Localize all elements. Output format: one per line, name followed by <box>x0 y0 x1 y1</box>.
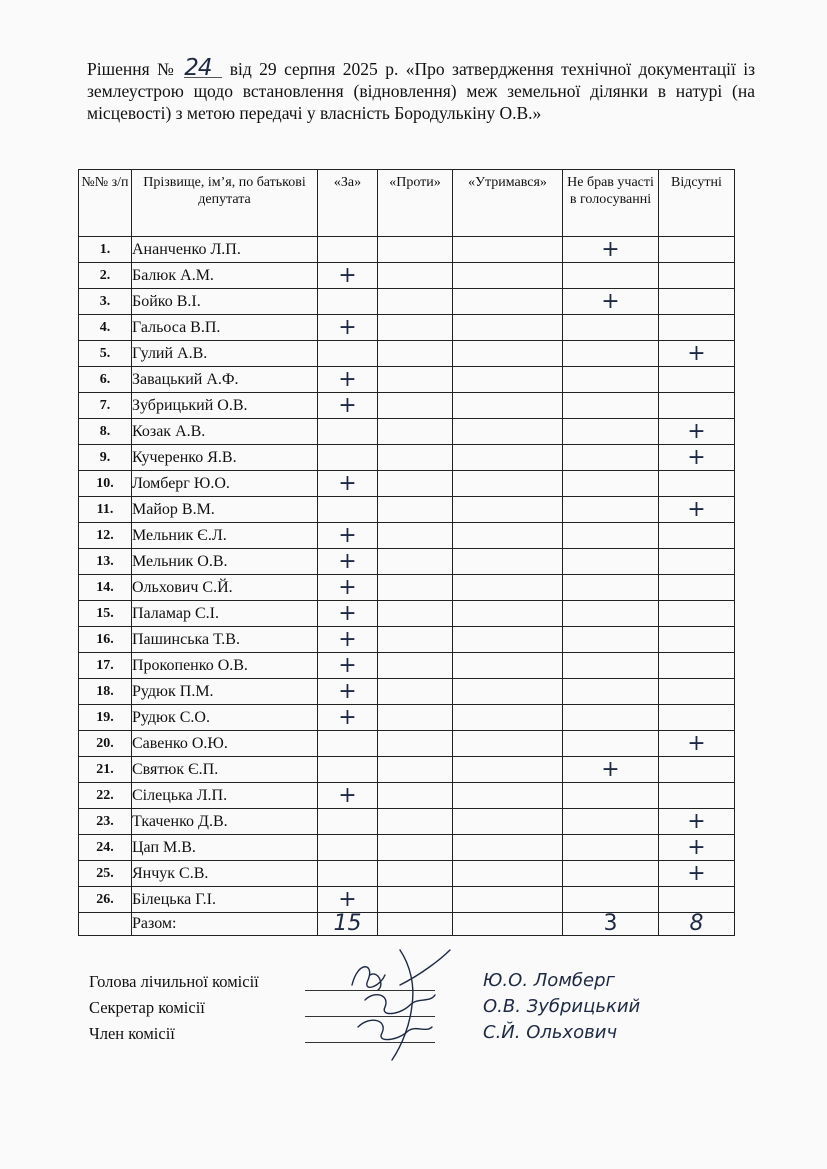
vote-not-voted-cell: + <box>563 237 659 263</box>
vote-not-voted-cell <box>563 887 659 913</box>
table-header-row <box>79 170 735 237</box>
vote-absent-cell <box>659 315 735 341</box>
vote-for-cell <box>318 237 378 263</box>
vote-abstained-cell <box>453 497 563 523</box>
table-row <box>79 289 735 315</box>
vote-not-voted-cell <box>563 445 659 471</box>
header-for: «За» <box>318 170 378 237</box>
signature-name-secretary: О.В. Зубрицький <box>483 996 641 1017</box>
vote-not-voted-cell <box>563 835 659 861</box>
total-abstained <box>453 913 563 936</box>
signature-name-member: С.Й. Ольхович <box>483 1022 618 1043</box>
table-row <box>79 835 735 861</box>
table-row <box>79 575 735 601</box>
vote-against-cell <box>378 887 453 913</box>
vote-abstained-cell <box>453 575 563 601</box>
vote-absent-cell: + <box>659 809 735 835</box>
vote-for-cell <box>318 419 378 445</box>
row-number: 25. <box>79 861 132 887</box>
vote-against-cell <box>378 679 453 705</box>
vote-for-cell <box>318 861 378 887</box>
deputy-name: Сілецька Л.П. <box>132 783 318 809</box>
deputy-name: Прокопенко О.В. <box>132 653 318 679</box>
vote-not-voted-cell <box>563 575 659 601</box>
totals-empty-cell <box>79 913 132 936</box>
table-row <box>79 549 735 575</box>
vote-for-cell <box>318 445 378 471</box>
row-number: 14. <box>79 575 132 601</box>
vote-abstained-cell <box>453 341 563 367</box>
vote-abstained-cell <box>453 393 563 419</box>
vote-absent-cell <box>659 263 735 289</box>
table-row <box>79 887 735 913</box>
vote-against-cell <box>378 705 453 731</box>
vote-abstained-cell <box>453 731 563 757</box>
vote-against-cell <box>378 471 453 497</box>
vote-abstained-cell <box>453 679 563 705</box>
vote-abstained-cell <box>453 445 563 471</box>
vote-not-voted-cell <box>563 419 659 445</box>
vote-absent-cell <box>659 575 735 601</box>
row-number: 12. <box>79 523 132 549</box>
vote-abstained-cell <box>453 549 563 575</box>
table-body <box>79 237 735 913</box>
vote-for-cell: + <box>318 601 378 627</box>
vote-absent-cell <box>659 757 735 783</box>
header-abstained: «Утримався» <box>453 170 563 237</box>
vote-not-voted-cell <box>563 783 659 809</box>
vote-absent-cell <box>659 237 735 263</box>
vote-for-cell: + <box>318 367 378 393</box>
vote-for-cell: + <box>318 549 378 575</box>
vote-abstained-cell <box>453 835 563 861</box>
vote-not-voted-cell <box>563 653 659 679</box>
deputy-name: Святюк Є.П. <box>132 757 318 783</box>
deputy-name: Рудюк С.О. <box>132 705 318 731</box>
row-number: 17. <box>79 653 132 679</box>
header-name: Прізвище, ім’я, по батькові депутата <box>132 170 318 237</box>
vote-against-cell <box>378 731 453 757</box>
vote-against-cell <box>378 445 453 471</box>
table-row <box>79 523 735 549</box>
vote-for-cell: + <box>318 705 378 731</box>
vote-for-cell: + <box>318 887 378 913</box>
vote-not-voted-cell <box>563 731 659 757</box>
vote-absent-cell: + <box>659 445 735 471</box>
row-number: 16. <box>79 627 132 653</box>
table-row <box>79 497 735 523</box>
vote-against-cell <box>378 289 453 315</box>
row-number: 3. <box>79 289 132 315</box>
vote-for-cell: + <box>318 471 378 497</box>
table-row <box>79 705 735 731</box>
vote-for-cell: + <box>318 679 378 705</box>
vote-abstained-cell <box>453 783 563 809</box>
deputy-name: Савенко О.Ю. <box>132 731 318 757</box>
vote-abstained-cell <box>453 757 563 783</box>
signature-role-chair: Голова лічильної комісії <box>89 972 259 991</box>
row-number: 7. <box>79 393 132 419</box>
row-number: 6. <box>79 367 132 393</box>
row-number: 2. <box>79 263 132 289</box>
vote-absent-cell: + <box>659 835 735 861</box>
row-number: 11. <box>79 497 132 523</box>
vote-not-voted-cell <box>563 497 659 523</box>
vote-against-cell <box>378 549 453 575</box>
deputy-name: Ананченко Л.П. <box>132 237 318 263</box>
vote-against-cell <box>378 367 453 393</box>
vote-abstained-cell <box>453 523 563 549</box>
vote-absent-cell <box>659 523 735 549</box>
vote-not-voted-cell <box>563 393 659 419</box>
voting-table <box>78 169 735 936</box>
vote-against-cell <box>378 809 453 835</box>
vote-against-cell <box>378 341 453 367</box>
vote-absent-cell: + <box>659 341 735 367</box>
table-row <box>79 627 735 653</box>
table-row <box>79 393 735 419</box>
vote-against-cell <box>378 653 453 679</box>
vote-abstained-cell <box>453 471 563 497</box>
row-number: 1. <box>79 237 132 263</box>
vote-abstained-cell <box>453 601 563 627</box>
total-not-voted: 3 <box>563 913 659 936</box>
vote-for-cell: + <box>318 393 378 419</box>
header-number: №№ з/п <box>79 170 132 237</box>
vote-for-cell: + <box>318 627 378 653</box>
vote-against-cell <box>378 627 453 653</box>
vote-for-cell <box>318 497 378 523</box>
vote-absent-cell <box>659 783 735 809</box>
table-row <box>79 861 735 887</box>
vote-for-cell <box>318 731 378 757</box>
vote-for-cell <box>318 835 378 861</box>
vote-absent-cell <box>659 627 735 653</box>
vote-against-cell <box>378 783 453 809</box>
vote-against-cell <box>378 601 453 627</box>
table-row <box>79 315 735 341</box>
vote-not-voted-cell <box>563 523 659 549</box>
header-against: «Проти» <box>378 170 453 237</box>
vote-against-cell <box>378 315 453 341</box>
vote-for-cell: + <box>318 315 378 341</box>
vote-against-cell <box>378 393 453 419</box>
vote-absent-cell: + <box>659 497 735 523</box>
vote-absent-cell <box>659 367 735 393</box>
vote-abstained-cell <box>453 809 563 835</box>
table-row <box>79 367 735 393</box>
vote-absent-cell <box>659 549 735 575</box>
deputy-name: Бойко В.І. <box>132 289 318 315</box>
vote-not-voted-cell <box>563 549 659 575</box>
handwritten-signatures <box>340 945 470 1065</box>
vote-abstained-cell <box>453 705 563 731</box>
vote-for-cell <box>318 809 378 835</box>
vote-not-voted-cell <box>563 861 659 887</box>
signature-scribble-secretary <box>365 995 435 1014</box>
row-number: 22. <box>79 783 132 809</box>
signature-role-member: Член комісії <box>89 1024 175 1043</box>
total-absent: 8 <box>659 913 735 936</box>
signature-flourish-long <box>392 950 450 1060</box>
deputy-name: Мельник Є.Л. <box>132 523 318 549</box>
vote-for-cell <box>318 289 378 315</box>
total-for: 15 <box>318 913 378 936</box>
vote-absent-cell: + <box>659 861 735 887</box>
deputy-name: Ткаченко Д.В. <box>132 809 318 835</box>
deputy-name: Мельник О.В. <box>132 549 318 575</box>
table-row <box>79 601 735 627</box>
vote-absent-cell <box>659 705 735 731</box>
table-row <box>79 237 735 263</box>
vote-absent-cell <box>659 289 735 315</box>
deputy-name: Пашинська Т.В. <box>132 627 318 653</box>
deputy-name: Балюк А.М. <box>132 263 318 289</box>
row-number: 19. <box>79 705 132 731</box>
vote-against-cell <box>378 575 453 601</box>
table-row <box>79 731 735 757</box>
vote-for-cell: + <box>318 653 378 679</box>
vote-abstained-cell <box>453 861 563 887</box>
vote-against-cell <box>378 237 453 263</box>
vote-absent-cell <box>659 653 735 679</box>
vote-not-voted-cell: + <box>563 289 659 315</box>
table-row <box>79 809 735 835</box>
row-number: 8. <box>79 419 132 445</box>
vote-not-voted-cell <box>563 809 659 835</box>
decision-title: від 29 серпня 2025 р. «Про затвердження технічної документації із землеустрою щодо встановлення (відновлення) меж земельної ділянки в натурі (на місцевості) з метою передачі у власність Бородулькіну О.В.» <box>87 59 756 123</box>
table-row <box>79 341 735 367</box>
deputy-name: Білецька Г.І. <box>132 887 318 913</box>
deputy-name: Янчук С.В. <box>132 861 318 887</box>
deputy-name: Завацький А.Ф. <box>132 367 318 393</box>
vote-abstained-cell <box>453 419 563 445</box>
row-number: 5. <box>79 341 132 367</box>
vote-not-voted-cell <box>563 627 659 653</box>
vote-abstained-cell <box>453 315 563 341</box>
deputy-name: Паламар С.І. <box>132 601 318 627</box>
number-sign: № <box>157 59 177 79</box>
vote-for-cell: + <box>318 263 378 289</box>
vote-absent-cell <box>659 601 735 627</box>
row-number: 21. <box>79 757 132 783</box>
row-number: 18. <box>79 679 132 705</box>
header-absent: Відсутні <box>659 170 735 237</box>
vote-for-cell <box>318 757 378 783</box>
row-number: 20. <box>79 731 132 757</box>
signature-name-chair: Ю.О. Ломберг <box>483 970 615 991</box>
vote-absent-cell <box>659 887 735 913</box>
vote-for-cell: + <box>318 575 378 601</box>
decision-number-handwritten: 24 <box>184 59 222 78</box>
deputy-name: Рудюк П.М. <box>132 679 318 705</box>
vote-not-voted-cell <box>563 679 659 705</box>
total-against <box>378 913 453 936</box>
vote-not-voted-cell <box>563 263 659 289</box>
vote-not-voted-cell <box>563 367 659 393</box>
row-number: 13. <box>79 549 132 575</box>
vote-against-cell <box>378 861 453 887</box>
row-number: 9. <box>79 445 132 471</box>
vote-abstained-cell <box>453 653 563 679</box>
decision-prefix: Рішення <box>87 59 150 79</box>
vote-not-voted-cell: + <box>563 757 659 783</box>
vote-against-cell <box>378 263 453 289</box>
vote-for-cell <box>318 341 378 367</box>
row-number: 10. <box>79 471 132 497</box>
vote-absent-cell <box>659 679 735 705</box>
deputy-name: Гальоса В.П. <box>132 315 318 341</box>
vote-abstained-cell <box>453 367 563 393</box>
vote-absent-cell: + <box>659 731 735 757</box>
vote-abstained-cell <box>453 263 563 289</box>
deputy-name: Гулий А.В. <box>132 341 318 367</box>
vote-against-cell <box>378 757 453 783</box>
vote-for-cell: + <box>318 523 378 549</box>
vote-absent-cell <box>659 471 735 497</box>
table-row <box>79 757 735 783</box>
vote-absent-cell: + <box>659 419 735 445</box>
decision-heading <box>87 55 756 124</box>
table-row <box>79 471 735 497</box>
vote-abstained-cell <box>453 237 563 263</box>
deputy-name: Ломберг Ю.О. <box>132 471 318 497</box>
table-row <box>79 445 735 471</box>
vote-against-cell <box>378 835 453 861</box>
vote-not-voted-cell <box>563 601 659 627</box>
table-row <box>79 783 735 809</box>
row-number: 4. <box>79 315 132 341</box>
row-number: 24. <box>79 835 132 861</box>
table-row <box>79 653 735 679</box>
row-number: 26. <box>79 887 132 913</box>
deputy-name: Кучеренко Я.В. <box>132 445 318 471</box>
deputy-name: Ольхович С.Й. <box>132 575 318 601</box>
vote-not-voted-cell <box>563 471 659 497</box>
header-not-voted: Не брав участі в голосуванні <box>563 170 659 237</box>
vote-not-voted-cell <box>563 315 659 341</box>
table-row <box>79 263 735 289</box>
vote-abstained-cell <box>453 289 563 315</box>
row-number: 15. <box>79 601 132 627</box>
vote-abstained-cell <box>453 627 563 653</box>
totals-label: Разом: <box>132 913 318 936</box>
vote-against-cell <box>378 419 453 445</box>
vote-against-cell <box>378 523 453 549</box>
deputy-name: Цап М.В. <box>132 835 318 861</box>
signature-role-secretary: Секретар комісії <box>89 998 205 1017</box>
vote-against-cell <box>378 497 453 523</box>
totals-row <box>79 913 735 936</box>
row-number: 23. <box>79 809 132 835</box>
vote-not-voted-cell <box>563 705 659 731</box>
deputy-name: Майор В.М. <box>132 497 318 523</box>
vote-not-voted-cell <box>563 341 659 367</box>
vote-absent-cell <box>659 393 735 419</box>
vote-for-cell: + <box>318 783 378 809</box>
signature-scribble-chair <box>352 967 385 990</box>
table-row <box>79 679 735 705</box>
table-row <box>79 419 735 445</box>
deputy-name: Козак А.В. <box>132 419 318 445</box>
vote-abstained-cell <box>453 887 563 913</box>
deputy-name: Зубрицький О.В. <box>132 393 318 419</box>
signature-scribble-member <box>358 1020 432 1039</box>
